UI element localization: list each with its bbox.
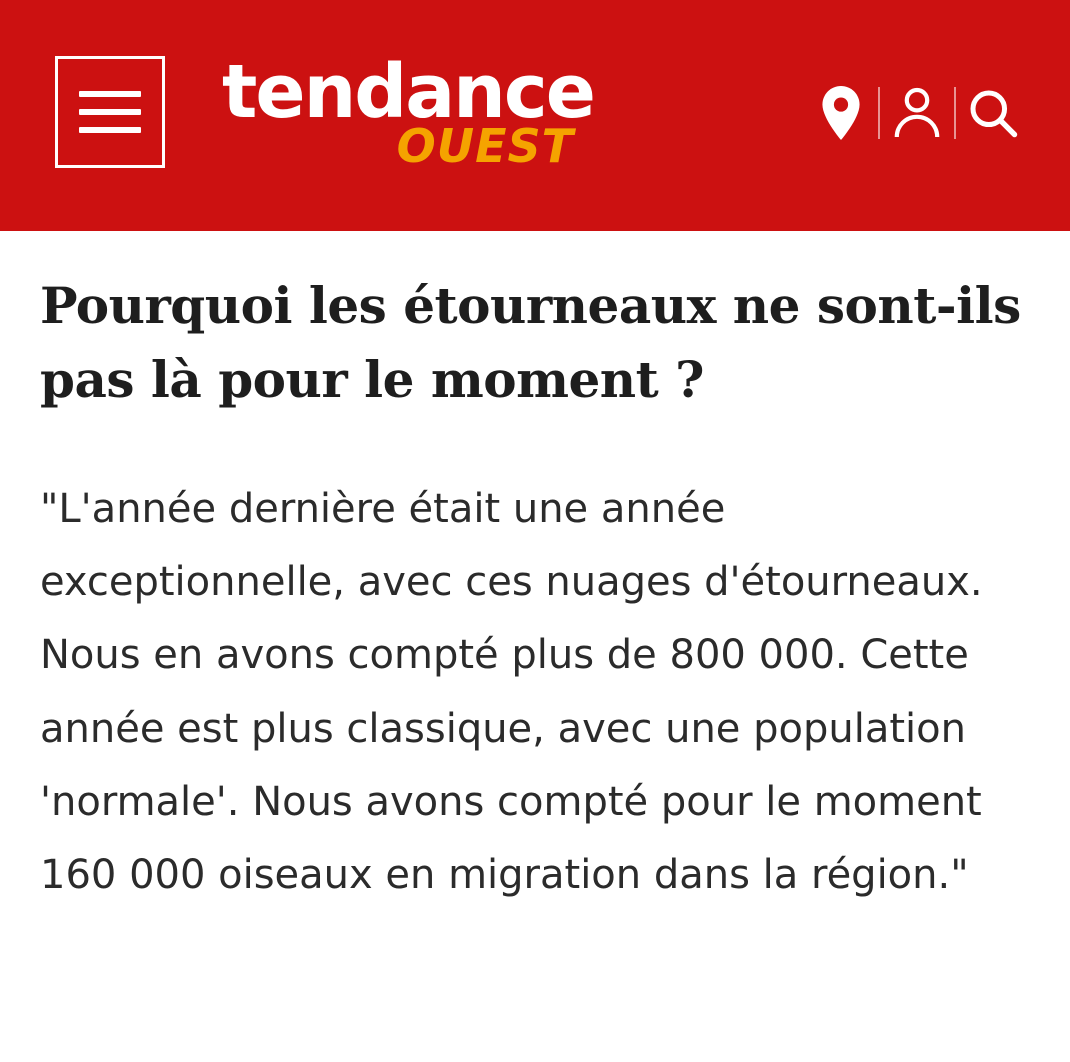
article-container [0,231,1070,912]
article-title: Pourquoi les étourneaux ne sont-ils pas là pour le moment ? [40,276,1021,409]
search-button[interactable] [956,88,1030,138]
header-actions [804,78,1030,148]
user-account-button[interactable] [880,87,954,139]
site-logo[interactable] [222,49,594,175]
search-icon [968,88,1018,138]
hamburger-bar [79,109,141,115]
site-header [0,0,1070,231]
user-account-icon [893,87,941,139]
article-body-paragraph: "L'année dernière était une année exceptionnelle, avec ces nuages d'étourneaux. Nous en avons compté plus de 800 000. Cette année est plus classique, avec une population 'normale'. Nous avons compté pour le moment 160 000 oiseaux en migration dans la région." [40,486,983,898]
hamburger-bar [79,91,141,97]
location-pin-icon [820,86,862,140]
hamburger-menu-button[interactable] [55,56,165,168]
logo-primary-text: tendance [222,49,594,135]
logo-secondary-text: OUEST [396,119,574,173]
location-pin-button[interactable] [804,86,878,140]
hamburger-bar [79,127,141,133]
